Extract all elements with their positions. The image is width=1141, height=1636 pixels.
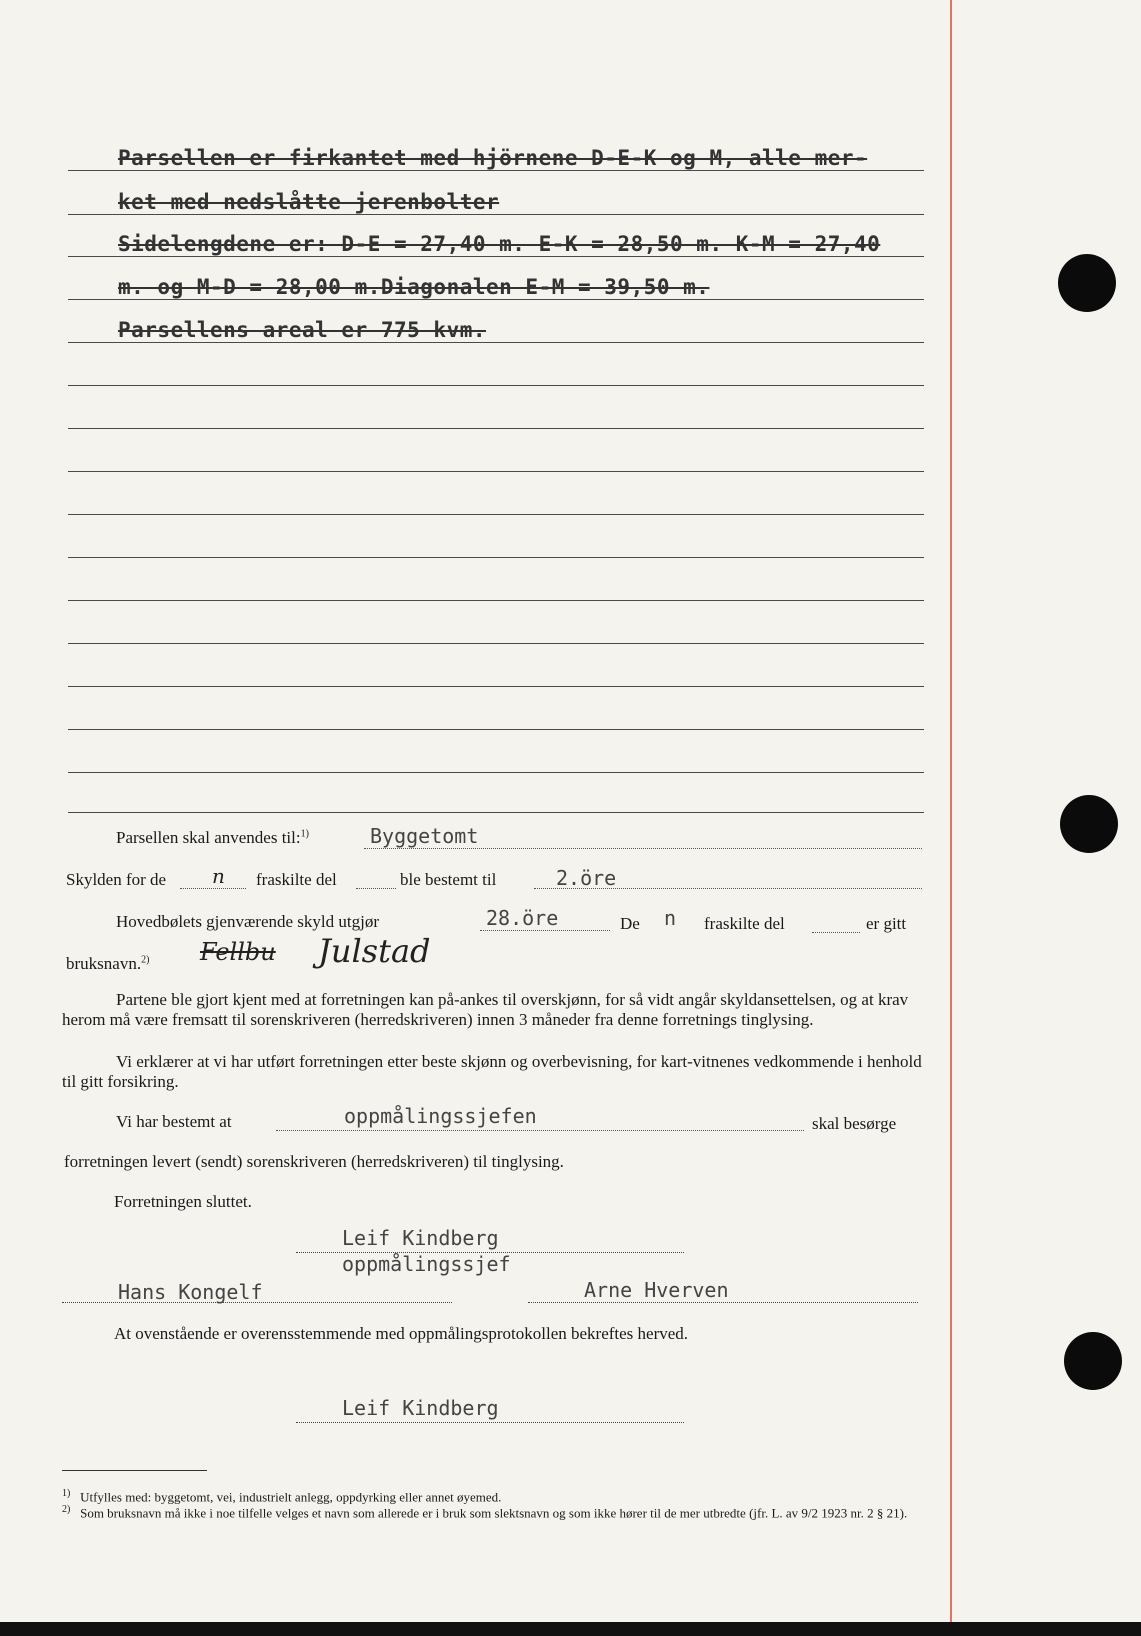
signature-right-name: Arne Hverven (584, 1278, 729, 1302)
declaration-paragraph: Vi erklærer at vi har utført forretningen etter beste skjønn og overbevisning, for kart-vitnenes vedkommende i henhold til gitt forsikring. (62, 1052, 922, 1091)
tax-label-a: Skylden for de (66, 870, 167, 889)
remaining-n: n (664, 906, 677, 930)
tax-dotline-blank (356, 888, 396, 889)
footnote-1: $^{1)}$ Utfylles med: byggetomt, vei, industrielt anlegg, oppdyrking eller annet øyemed. (62, 1488, 502, 1505)
ruled-line (68, 812, 924, 813)
remaining-value: 28.öre (486, 906, 559, 930)
appeal-paragraph: Partene ble gjort kjent med at forretningen kan på-ankes til overskjønn, for så vidt angår skyldansettelsen, og at krav herom må være fremsatt til sorenskriveren (herredskriveren) innen 3 måneder fra denne forretnings tinglysing. (62, 990, 909, 1029)
usage-value: Byggetomt (370, 824, 479, 848)
ruled-line (68, 471, 924, 472)
signature-main-title: oppmålingssjef (342, 1252, 511, 1276)
ruled-line (68, 643, 924, 644)
delivery-text: forretningen levert (sendt) sorenskriveren (herredskriveren) til tinglysing. (64, 1152, 564, 1171)
ruled-line (68, 772, 924, 773)
remaining-de: De (620, 914, 640, 933)
tax-dotline-n (180, 888, 246, 889)
determined-label: Vi har bestemt at (116, 1112, 232, 1131)
remaining-fraskilte: fraskilte del (704, 914, 785, 933)
margin-rule (950, 0, 952, 1622)
tax-label-c: ble bestemt til (400, 870, 497, 889)
usage-label: Parsellen skal anvendes til:$^{1)}$ (116, 828, 309, 847)
certify-text: At ovenstående er overensstemmende med oppmålingsprotokollen bekreftes herved. (114, 1324, 689, 1343)
description-line-5: Parsellens areal er 775 kvm. (118, 318, 487, 342)
name-value: Julstad (318, 932, 431, 970)
signature-main-name: Leif Kindberg (342, 1226, 499, 1250)
ruled-line (68, 514, 924, 515)
determined-tail: skal besørge (812, 1114, 897, 1133)
description-line-2: ket med nedslåtte jerenbolter (118, 190, 500, 214)
closed-text: Forretningen sluttet. (114, 1192, 252, 1211)
ruled-line (68, 729, 924, 730)
signature-left-name: Hans Kongelf (118, 1280, 263, 1304)
remaining-dotline-2 (812, 932, 860, 933)
description-line-1: Parsellen er firkantet med hjörnene D-E-K og M, alle mer- (118, 146, 868, 170)
ruled-line (68, 557, 924, 558)
signature-line-left (62, 1302, 452, 1303)
binding-hole (1058, 254, 1116, 312)
signature-final-name: Leif Kindberg (342, 1396, 499, 1420)
name-struck: Fellbu (200, 938, 276, 966)
ruled-line (68, 256, 924, 257)
determined-dotline (276, 1130, 804, 1131)
description-line-3: Sidelengdene er: D-E = 27,40 m. E-K = 28,50 m. K-M = 27,40 (118, 232, 881, 256)
tax-label-b: fraskilte del (256, 870, 337, 889)
ruled-line (68, 385, 924, 386)
ruled-line (68, 428, 924, 429)
tax-n: n (212, 864, 225, 888)
description-line-4: m. og M-D = 28,00 m.Diagonalen E-M = 39,50 m. (118, 275, 710, 299)
ruled-line (68, 299, 924, 300)
signature-line-right (528, 1302, 918, 1303)
usage-dotline (364, 848, 922, 849)
binding-hole (1064, 1332, 1122, 1390)
ruled-line (68, 600, 924, 601)
footnote-2: $^{2)}$ Som bruksnavn må ikke i noe tilfelle velges et navn som allerede er i bruk som slektsnavn og som ikke hører til de mer utbredte (jfr. L. av 9/2 1923 nr. 2 § 21). (62, 1504, 908, 1521)
ruled-line (68, 686, 924, 687)
ruled-line (68, 214, 924, 215)
name-label: bruksnavn.$^{2)}$ (66, 954, 150, 973)
tax-value: 2.öre (556, 866, 617, 890)
binding-hole (1060, 795, 1118, 853)
remaining-label: Hovedbølets gjenværende skyld utgjør (116, 912, 379, 931)
ruled-line (68, 342, 924, 343)
determined-value: oppmålingssjefen (344, 1104, 537, 1128)
signature-line-final (296, 1422, 684, 1423)
ruled-line (68, 170, 924, 171)
remaining-gitt: er gitt (866, 914, 907, 933)
footnote-rule (62, 1470, 207, 1471)
remaining-dotline (480, 930, 610, 931)
